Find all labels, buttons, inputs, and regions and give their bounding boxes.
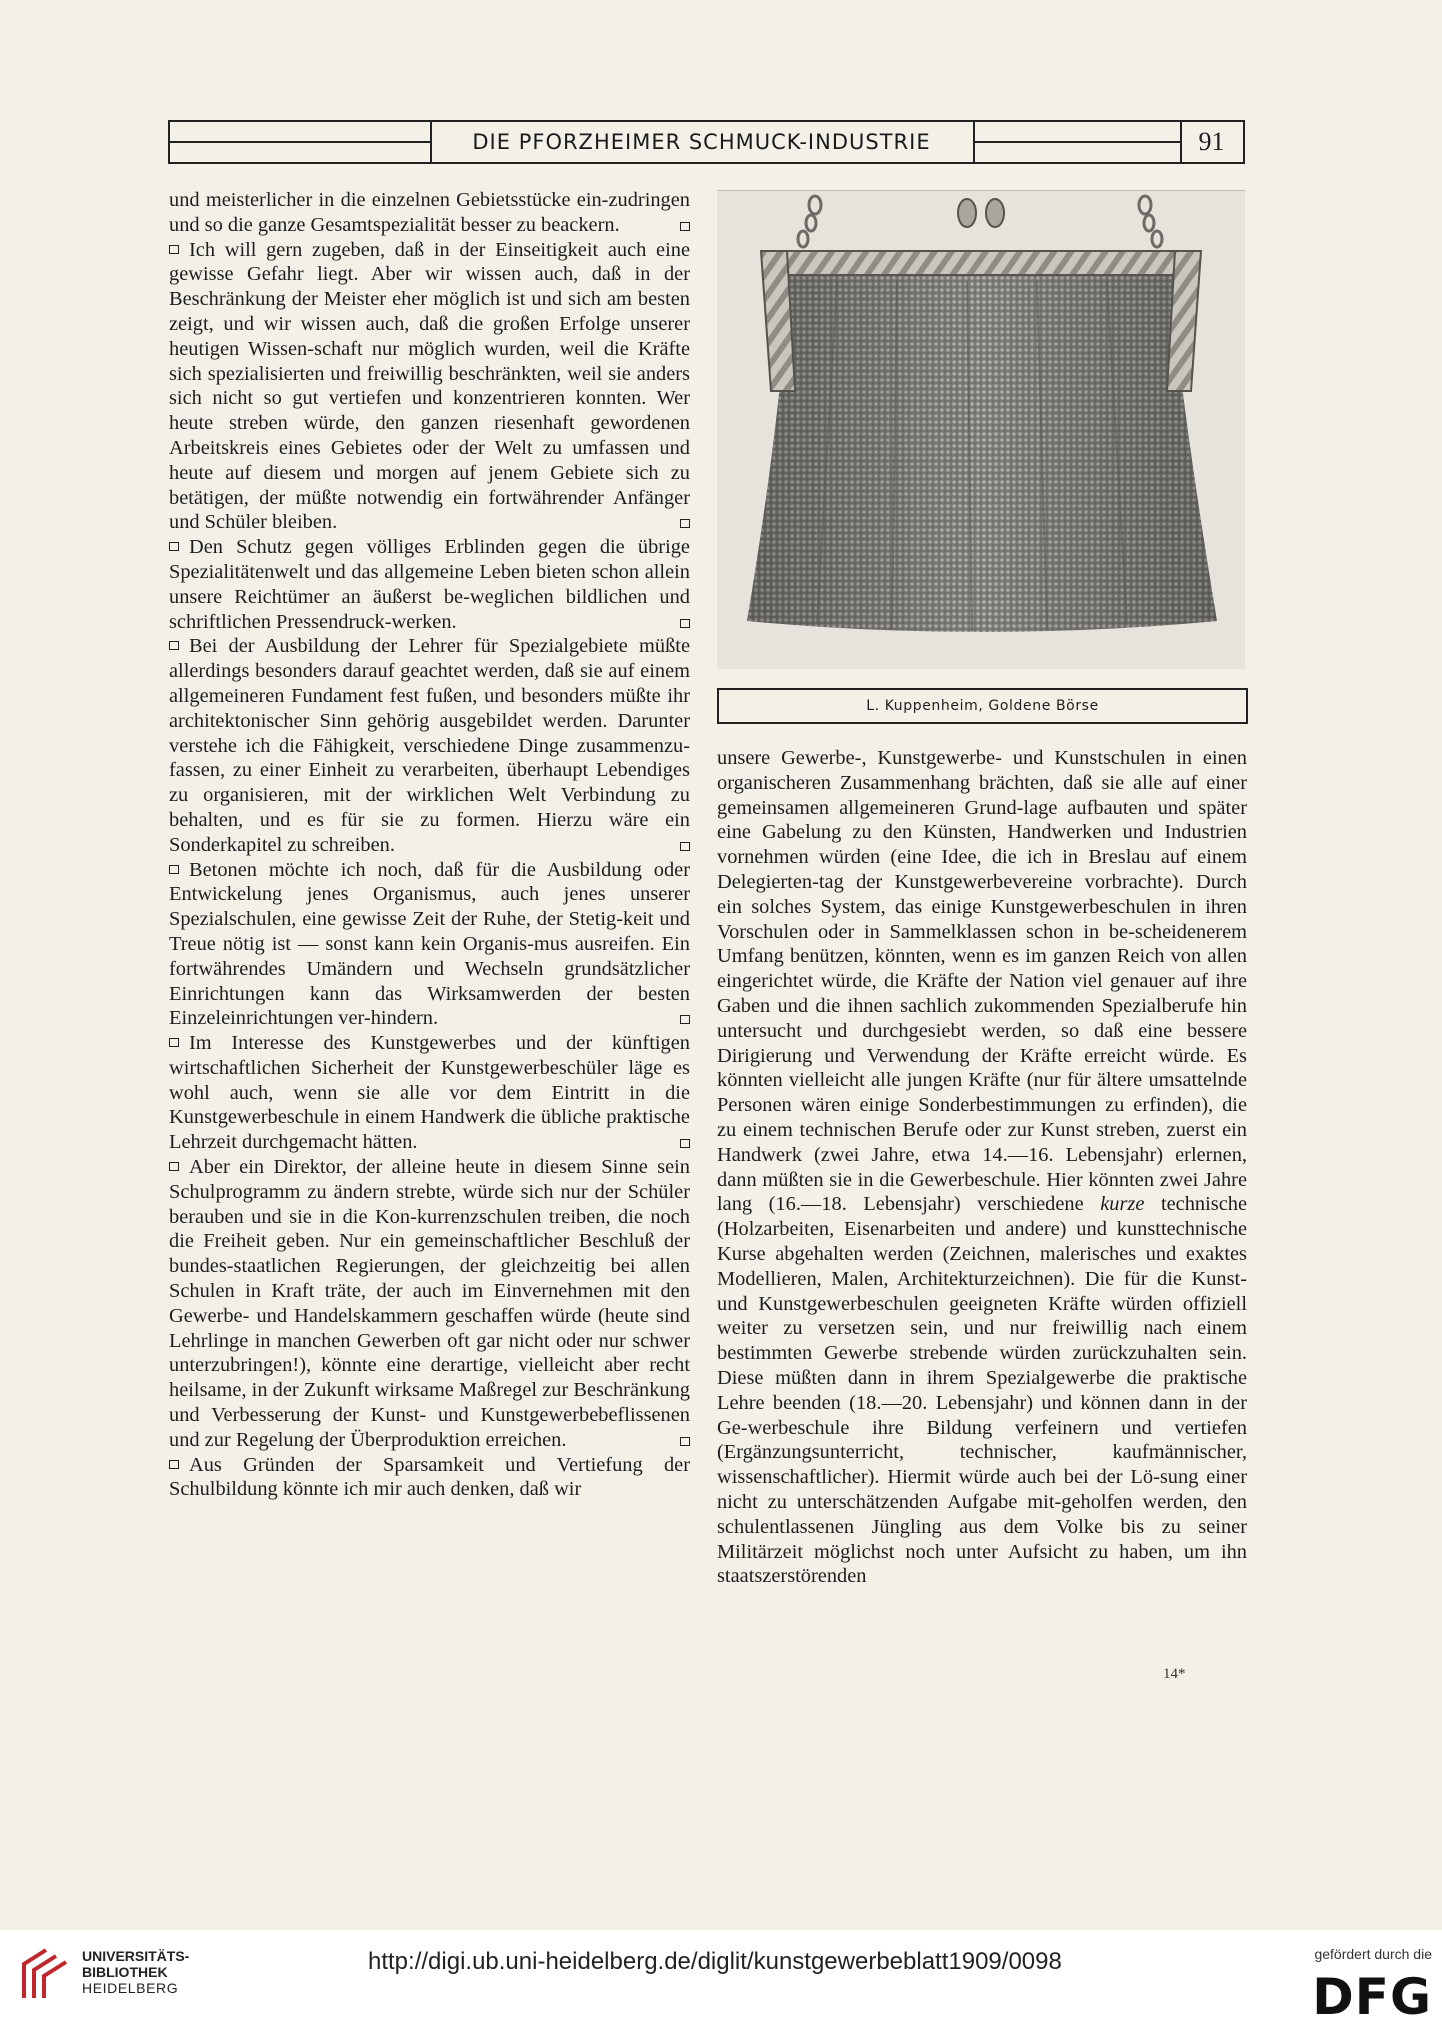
header-midrule-right [973, 141, 1180, 143]
mesh-shading [747, 269, 1217, 632]
paragraph-mark [169, 1038, 179, 1047]
paragraph [717, 746, 1247, 1589]
header-midrule-left [168, 141, 430, 143]
paragraph-mark [169, 1460, 179, 1469]
paragraph-text: Bei der Ausbildung der Lehrer für Spezialgebiete müßte allerdings besonders darauf geachtet werden, daß sie auf einem allgemeineren Fundament fest fußen, und besonders müßte ihr architektonischer Sinn gehörig ausgebildet werden. Darunter verstehe ich die Fähigkeit, verschiedene Dinge zusammenzu-fassen, zu einer Einheit zu verarbeiten, überhaupt Lebendiges zu organisieren, mit der wirklichen Welt Verbindung zu behalten, und es für sie zu formen. Hierzu wäre ein Sonderkapitel zu schreiben. [169, 635, 690, 856]
paragraph-mark [169, 865, 179, 874]
paragraph-mark [169, 245, 179, 254]
paragraph-end-mark [680, 1139, 690, 1148]
library-name-line: UNIVERSITÄTS- [82, 1948, 190, 1964]
paragraph-end-mark [680, 222, 690, 231]
library-name-line: HEIDELBERG [82, 1980, 179, 1996]
paragraph-mark [169, 542, 179, 551]
clasp-knobs [958, 199, 1004, 227]
paragraph-mark [169, 1162, 179, 1171]
paragraph-text: technische (Holzarbeiten, Eisenarbeiten und andere) und kunsttechnische Kurse abgehalten werden (Zeichnen, malerisches und exaktes Modellieren, Malen, Architekturzeichnen). Die für die Kunst- und Kunstgewerbeschulen geeigneten Kräfte würden offiziell weiter zu versetzen sein, und nur freiwillig nach einem bestimmten Gewerbe strebende würden zurückzuhalten sein. Diese müßten dann in ihrem Spezialgewerbe die praktische Lehre beenden (18.—20. Lebensjahr) und können dann in der Ge-werbeschule ihre Bildung verfeinern und vertiefen (Ergänzungsunterricht, technischer, kaufmännischer, wissenschaftlicher). Hiermit würde auch bei der Lö-sung einer nicht zu unterschätzenden Aufgabe mit-geholfen werden, den schulentlassenen Jüngling aus dem Volke bis zu seiner Militärzeit möglichst noch unter Aufsicht zu haben, um ihn staatszerstörenden [717, 1193, 1247, 1588]
ub-heidelberg-logo-icon [16, 1944, 74, 2006]
purse-frame-top [773, 251, 1187, 275]
figure-caption: L. Kuppenheim, Goldene Börse [717, 688, 1248, 724]
header-rule-top [168, 120, 1245, 122]
paragraph-end-mark [680, 1015, 690, 1024]
paragraph-text: Im Interesse des Kunstgewerbes und der künftigen wirtschaftlichen Sicherheit der Kunstgewerbeschüler läge es wohl auch, wenn sie alle vor dem Eintritt in die Kunstgewerbeschule in einem Handwerk die übliche praktische Lehrzeit durchgemacht hätten. [169, 1032, 690, 1154]
paragraph [169, 1453, 690, 1503]
library-name-line: BIBLIOTHEK [82, 1964, 168, 1980]
dfg-logo: DFG [1312, 1968, 1432, 2026]
paragraph [169, 634, 690, 857]
paragraph-text: Aber ein Direktor, der alleine heute in diesem Sinne sein Schulprogramm zu ändern strebte, würde sich nur der Schüler berauben und sie in die Kon-kurrenzschulen treiben, die noch die Freiheit geben. Nur ein gemeinschaftlicher Beschluß der bundes-staatlichen Regierungen, der gleichzeitig bei allen Schulen in Kraft träte, der auch im Einvernehmen mit den Gewerbe- und Handelskammern geschaffen würde (heute sind Lehrlinge in manchen Gewerben oft gar nicht oder nur schwer unterzubringen!), könnte eine derartige, vielleicht aber recht heilsame, in der Zukunft wirksame Maßregel zur Beschränkung und Verbesserung der Kunst- und Kunstgewerbebeflissenen und zur Regelung der Überproduktion erreichen. [169, 1156, 690, 1451]
paragraph [169, 1031, 690, 1155]
library-name [82, 1948, 189, 1996]
paragraph [169, 1155, 690, 1453]
right-column [717, 746, 1247, 1589]
chain-handle [798, 196, 1162, 247]
paragraph-mark [169, 641, 179, 650]
paragraph-end-mark [680, 619, 690, 628]
paragraph [169, 535, 690, 634]
paragraph [169, 858, 690, 1032]
running-header [168, 120, 1245, 164]
paragraph [169, 238, 690, 536]
paragraph-text: Ich will gern zugeben, daß in der Einseitigkeit auch eine gewisse Gefahr liegt. Aber wir wissen auch, daß in der Beschränkung der Meister eher möglich ist und sich am besten zeigt, und wir wissen auch, daß die großen Erfolge unserer heutigen Wissen-schaft nur möglich wurden, weil die Kräfte sich spezialisierten und freiwillig beschränkten, weil sie anders sich nicht so gut vertiefen und konzentrieren konnten. Wer heute streben würde, den ganzen riesenhaft gewordenen Arbeitskreis eines Gebietes oder der Welt zu umfassen und heute auf diesem und morgen auf jenem Gebiete sich zu betätigen, der müßte notwendig ein fortwährender Anfänger und Schüler bleiben. [169, 238, 690, 534]
paragraph-text: Betonen möchte ich noch, daß für die Ausbildung oder Entwickelung jenes Organismus, auch jenes unserer Spezialschulen, eine gewisse Zeit der Ruhe, der Stetig-keit und Treue nötig ist — sonst kann kein Organis-mus ausreifen. Ein fortwährendes Umändern und Wechseln grundsätzlicher Einrichtungen kann das Wirksamwerden der besten Einzeleinrichtungen ver-hindern. [169, 858, 690, 1030]
paragraph-text: Aus Gründen der Sparsamkeit und Vertiefung der Schulbildung könnte ich mir auch denken, daß wir [169, 1453, 690, 1501]
page-number: 91 [1198, 127, 1225, 156]
signature-mark: 14* [1163, 1666, 1186, 1682]
paragraph-end-mark [680, 1437, 690, 1446]
purse-photograph [717, 190, 1245, 669]
paragraph-end-mark [680, 842, 690, 851]
paragraph-text: und meisterlicher in die einzelnen Gebietsstücke ein-zudringen und so die ganze Gesamtspezialität besser zu beackern. [169, 189, 690, 236]
header-rule-right [1243, 120, 1245, 164]
left-column [169, 188, 690, 1502]
digitization-footer [0, 1930, 1442, 2031]
emphasis: kurze [1100, 1193, 1145, 1216]
paragraph [169, 188, 690, 238]
funding-note: gefördert durch die [1314, 1946, 1432, 1962]
paragraph-end-mark [680, 519, 690, 528]
paragraph-text: Den Schutz gegen völliges Erblinden gegen die übrige Spezialitätenwelt und das allgemeine Leben bieten schon allein unsere Reichtümer an äußerst be-weglichen bildlichen und schriftlichen Pressendruck-werken. [169, 536, 690, 633]
header-rule-bottom [168, 162, 1245, 164]
paragraph-text: unsere Gewerbe-, Kunstgewerbe- und Kunstschulen in einen organischeren Zusammenhang brächten, daß sie alle auf einer gemeinsamen allgemeineren Grund-lage aufbauten und später eine Gabelung zu den Künsten, Handwerken und Industrien vornehmen würden (eine Idee, die ich in Breslau auf einem Delegierten-tag der Kunstgewerbevereine vorbrachte). Durch ein solches System, das einige Kunstgewerbeschulen in ihren Vorschulen oder in Sammelklassen schon in be-scheidenerem Umfang benützen, könnten, wenn es im ganzen Reich von allen eingerichtet würde, die Kräfte der Nation viel genauer auf ihre Gaben und die ihnen sachlich zukommenden Spezialberufe hin untersucht und durchgesiebt werden, so daß eine bessere Dirigierung und Verwendung der Kräfte erreicht würde. Es könnten vielleicht alle jungen Kräfte (nur für ältere umsattelnde Personen wären einige Sonderbestimmungen zu erfinden), die zu einem technischen Berufe oder zur Kunst streben, zuerst ein Handwerk (zwei Jahre, etwa 14.—16. Lebensjahr) erlernen, dann müßten sie in die Gewerbeschule. Hier könnten zwei Jahre lang (16.—18. Lebensjahr) verschiedene [717, 747, 1247, 1216]
source-url-link[interactable]: http://digi.ub.uni-heidelberg.de/diglit/kunstgewerbeblatt1909/0098 [368, 1948, 1062, 1975]
mesh-purse-illustration [717, 191, 1245, 669]
header-title: DIE PFORZHEIMER SCHMUCK-INDUSTRIE [472, 130, 931, 154]
